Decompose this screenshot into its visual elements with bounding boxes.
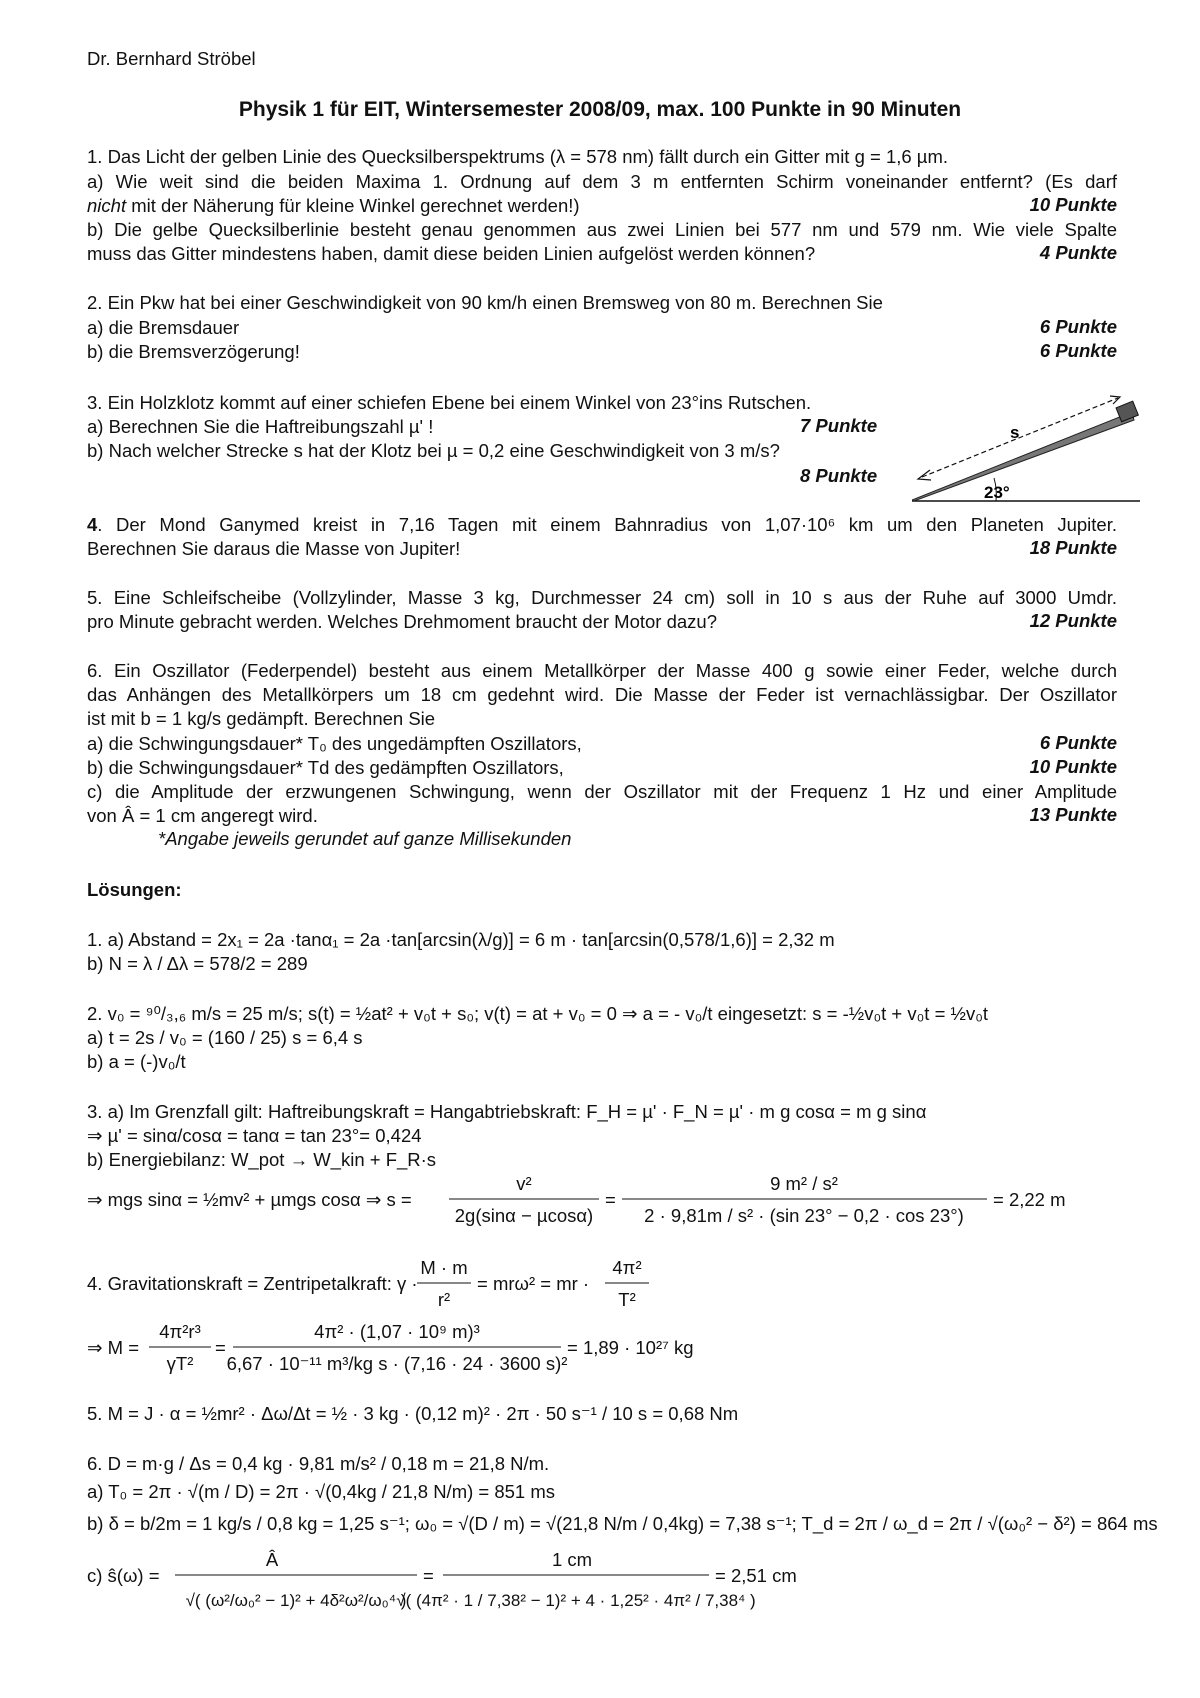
solution-4-frac3-num: 4π²r³ bbox=[159, 1321, 201, 1342]
solution-6c-frac1-num: Â bbox=[265, 1549, 279, 1570]
problem-5-points: 12 Punkte bbox=[1029, 610, 1117, 631]
problem-3a: a) Berechnen Sie die Haftreibungszahl µ' ! bbox=[87, 416, 434, 437]
inclined-plane-figure bbox=[912, 390, 1142, 505]
solutions-heading: Lösungen: bbox=[87, 879, 182, 900]
problem-6-line2: das Anhängen des Metallkörpers um 18 cm gedehnt wird. Die Masse der Feder ist vernachlässigbar. Der Oszillator bbox=[87, 684, 1117, 705]
problem-1b-line1: b) Die gelbe Quecksilberlinie besteht genau genommen aus zwei Linien bei 577 nm und 579 nm. Wie viele Spalte bbox=[87, 219, 1117, 240]
solution-4-frac4-num: 4π² · (1,07 · 10⁹ m)³ bbox=[314, 1321, 480, 1342]
solution-4-lhs: 4. Gravitationskraft = Zentripetalkraft: γ · bbox=[87, 1273, 418, 1294]
solution-3b-lhs: ⇒ mgs sinα = ½mv² + µmgs cosα ⇒ s = bbox=[87, 1189, 412, 1210]
solution-6: 6. D = m·g / Δs = 0,4 kg · 9,81 m/s² / 0,18 m = 21,8 N/m. bbox=[87, 1453, 550, 1474]
solution-4-frac2-den: T² bbox=[618, 1289, 636, 1310]
solution-3a: 3. a) Im Grenzfall gilt: Haftreibungskraft = Hangabtriebskraft: F_H = µ' · F_N = µ' · m g cosα = m g sinα bbox=[87, 1101, 927, 1122]
solution-4-equation-2 bbox=[87, 1318, 1147, 1382]
problem-4-number: 4 bbox=[87, 514, 98, 535]
problem-4-line2: Berechnen Sie daraus die Masse von Jupiter! bbox=[87, 538, 461, 559]
problem-3b-points: 8 Punkte bbox=[800, 465, 878, 486]
problem-2b-points: 6 Punkte bbox=[1039, 340, 1117, 361]
solution-3b-equation bbox=[87, 1168, 1147, 1230]
problem-2a-points: 6 Punkte bbox=[1039, 316, 1117, 337]
solution-3a-result: ⇒ µ' = sinα/cosα = tanα = tan 23°= 0,424 bbox=[87, 1125, 422, 1146]
problem-5-line2: pro Minute gebracht werden. Welches Drehmoment braucht der Motor dazu? bbox=[87, 611, 718, 632]
problem-1a-points: 10 Punkte bbox=[1029, 194, 1117, 215]
equals-sign: = bbox=[215, 1337, 226, 1358]
problem-1a-line2 bbox=[87, 194, 1117, 218]
problem-4-line1-text: . Der Mond Ganymed kreist in 7,16 Tagen mit einem Bahnradius von 1,07·10⁶ km um den Planeten Jupiter. bbox=[97, 514, 1117, 535]
problem-6b: b) die Schwingungsdauer* Td des gedämpften Oszillators, bbox=[87, 757, 564, 778]
problem-3-intro: 3. Ein Holzklotz kommt auf einer schiefen Ebene bei einem Winkel von 23°ins Rutschen. bbox=[87, 392, 812, 413]
problem-4-points: 18 Punkte bbox=[1029, 537, 1117, 558]
solution-2b: b) a = (-)v₀/t bbox=[87, 1051, 186, 1072]
problem-6a-points: 6 Punkte bbox=[1039, 732, 1117, 753]
problem-1a-line2-text: mit der Näherung für kleine Winkel gerechnet werden!) bbox=[126, 195, 580, 216]
problem-6c-line2: von Â = 1 cm angeregt wird. bbox=[87, 805, 318, 826]
solution-3b-frac1-den: 2g(sinα − µcosα) bbox=[454, 1205, 594, 1226]
problem-2a: a) die Bremsdauer bbox=[87, 317, 240, 338]
problem-6-line3: ist mit b = 1 kg/s gedämpft. Berechnen Sie bbox=[87, 708, 436, 729]
figure-label-s: s bbox=[1010, 423, 1020, 442]
problem-6b-points: 10 Punkte bbox=[1029, 756, 1117, 777]
solution-6a: a) T₀ = 2π · √(m / D) = 2π · √(0,4kg / 21,8 N/m) = 851 ms bbox=[87, 1481, 556, 1502]
solution-4-result: = 1,89 · 10²⁷ kg bbox=[567, 1337, 694, 1358]
solution-6c-result: = 2,51 cm bbox=[715, 1565, 797, 1586]
arrowhead-down-icon bbox=[918, 470, 931, 480]
solution-2: 2. v₀ = ⁹⁰/₃,₆ m/s = 25 m/s; s(t) = ½at² + v₀t + s₀; v(t) = at + v₀ = 0 ⇒ a = - v₀/t eingesetzt: s = -½v₀t + v₀t = ½v₀t bbox=[87, 1003, 989, 1024]
problem-1a-line1: a) Wie weit sind die beiden Maxima 1. Ordnung auf dem 3 m entfernten Schirm voneinander entfernt? (Es darf bbox=[87, 171, 1117, 192]
problem-2-intro: 2. Ein Pkw hat bei einer Geschwindigkeit von 90 km/h einen Bremsweg von 80 m. Berechnen Sie bbox=[87, 292, 883, 313]
distance-s-line bbox=[922, 398, 1118, 477]
solution-1b: b) N = λ / Δλ = 578/2 = 289 bbox=[87, 953, 308, 974]
emphasis-nicht: nicht bbox=[87, 195, 127, 216]
solution-4-frac4-den: 6,67 · 10⁻¹¹ m³/kg s · (7,16 · 24 · 3600 s)² bbox=[226, 1353, 568, 1374]
solution-4-frac2-num: 4π² bbox=[612, 1257, 642, 1278]
solution-3b: b) Energiebilanz: W_pot → W_kin + F_R·s bbox=[87, 1149, 437, 1170]
problem-3b: b) Nach welcher Strecke s hat der Klotz bei µ = 0,2 eine Geschwindigkeit von 3 m/s? bbox=[87, 440, 780, 461]
solution-6c-equation bbox=[87, 1544, 1147, 1644]
solution-4-mid: = mrω² = mr · bbox=[477, 1273, 590, 1294]
solution-4-frac1-den: r² bbox=[437, 1289, 451, 1310]
page-title: Physik 1 für EIT, Wintersemester 2008/09, max. 100 Punkte in 90 Minuten bbox=[238, 98, 962, 121]
solution-1a: 1. a) Abstand = 2x₁ = 2a ·tanα₁ = 2a ·tan[arcsin(λ/g)] = 6 m · tan[arcsin(0,578/1,6)] = 2,32 m bbox=[87, 929, 835, 950]
solution-2a: a) t = 2s / v₀ = (160 / 25) s = 6,4 s bbox=[87, 1027, 363, 1048]
solution-3b-frac1-num: v² bbox=[516, 1173, 532, 1194]
problem-3a-points: 7 Punkte bbox=[800, 415, 878, 436]
figure-label-angle: 23° bbox=[984, 483, 1010, 502]
problem-6c-line1: c) die Amplitude der erzwungenen Schwingung, wenn der Oszillator mit der Frequenz 1 Hz und einer Amplitude bbox=[87, 781, 1117, 802]
equals-sign: = bbox=[423, 1565, 434, 1586]
solution-5: 5. M = J · α = ½mr² · Δω/Δt = ½ · 3 kg · (0,12 m)² · 2π · 50 s⁻¹ / 10 s = 0,68 Nm bbox=[87, 1403, 739, 1424]
solution-4-frac3-den: γT² bbox=[166, 1353, 194, 1374]
solution-6b: b) δ = b/2m = 1 kg/s / 0,8 kg = 1,25 s⁻¹; ω₀ = √(D / m) = √(21,8 N/m / 0,4kg) = 7,38 s⁻¹; T_d = 2π / ω_d = 2π / √(ω₀² − δ²) = 864 ms bbox=[87, 1513, 1158, 1534]
incline-plane bbox=[912, 412, 1134, 501]
solution-3b-frac2-den: 2 · 9,81m / s² · (sin 23° − 0,2 · cos 23°) bbox=[644, 1205, 964, 1226]
problem-1-intro: 1. Das Licht der gelben Linie des Quecksilberspektrums (λ = 578 nm) fällt durch ein Gitter mit g = 1,6 µm. bbox=[87, 146, 949, 167]
solution-3b-result: = 2,22 m bbox=[993, 1189, 1066, 1210]
solution-4-frac1-num: M · m bbox=[420, 1257, 468, 1278]
problem-6c-points: 13 Punkte bbox=[1029, 804, 1117, 825]
problem-1b-points: 4 Punkte bbox=[1039, 242, 1117, 263]
solution-6c-frac2-den: √( (4π² · 1 / 7,38² − 1)² + 4 · 1,25² · 4π² / 7,38⁴ ) bbox=[396, 1591, 756, 1610]
problem-4-line1 bbox=[87, 513, 1117, 537]
problem-1b-line2: muss das Gitter mindestens haben, damit diese beiden Linien aufgelöst werden können? bbox=[87, 243, 816, 264]
solution-3b-frac2-num: 9 m² / s² bbox=[770, 1173, 838, 1194]
solution-4-lhs2: ⇒ M = bbox=[87, 1337, 139, 1358]
problem-2b: b) die Bremsverzögerung! bbox=[87, 341, 300, 362]
problem-5-line1: 5. Eine Schleifscheibe (Vollzylinder, Masse 3 kg, Durchmesser 24 cm) soll in 10 s aus der Ruhe auf 3000 Umdr. bbox=[87, 587, 1117, 608]
problem-6-line1: 6. Ein Oszillator (Federpendel) besteht aus einem Metallkörper der Masse 400 g sowie einer Feder, welche durch bbox=[87, 660, 1117, 681]
solution-4-equation-1 bbox=[87, 1250, 1147, 1318]
solution-6c-lhs: c) ŝ(ω) = bbox=[87, 1565, 160, 1586]
solution-6c-frac2-num: 1 cm bbox=[551, 1549, 593, 1570]
equals-sign: = bbox=[605, 1189, 616, 1210]
problem-6a: a) die Schwingungsdauer* T₀ des ungedämpften Oszillators, bbox=[87, 733, 582, 754]
author-name: Dr. Bernhard Ströbel bbox=[87, 48, 256, 69]
rounding-footnote: *Angabe jeweils gerundet auf ganze Millisekunden bbox=[158, 828, 572, 849]
solution-6c-frac1-den: √( (ω²/ω₀² − 1)² + 4δ²ω²/ω₀⁴ ) bbox=[185, 1591, 407, 1610]
